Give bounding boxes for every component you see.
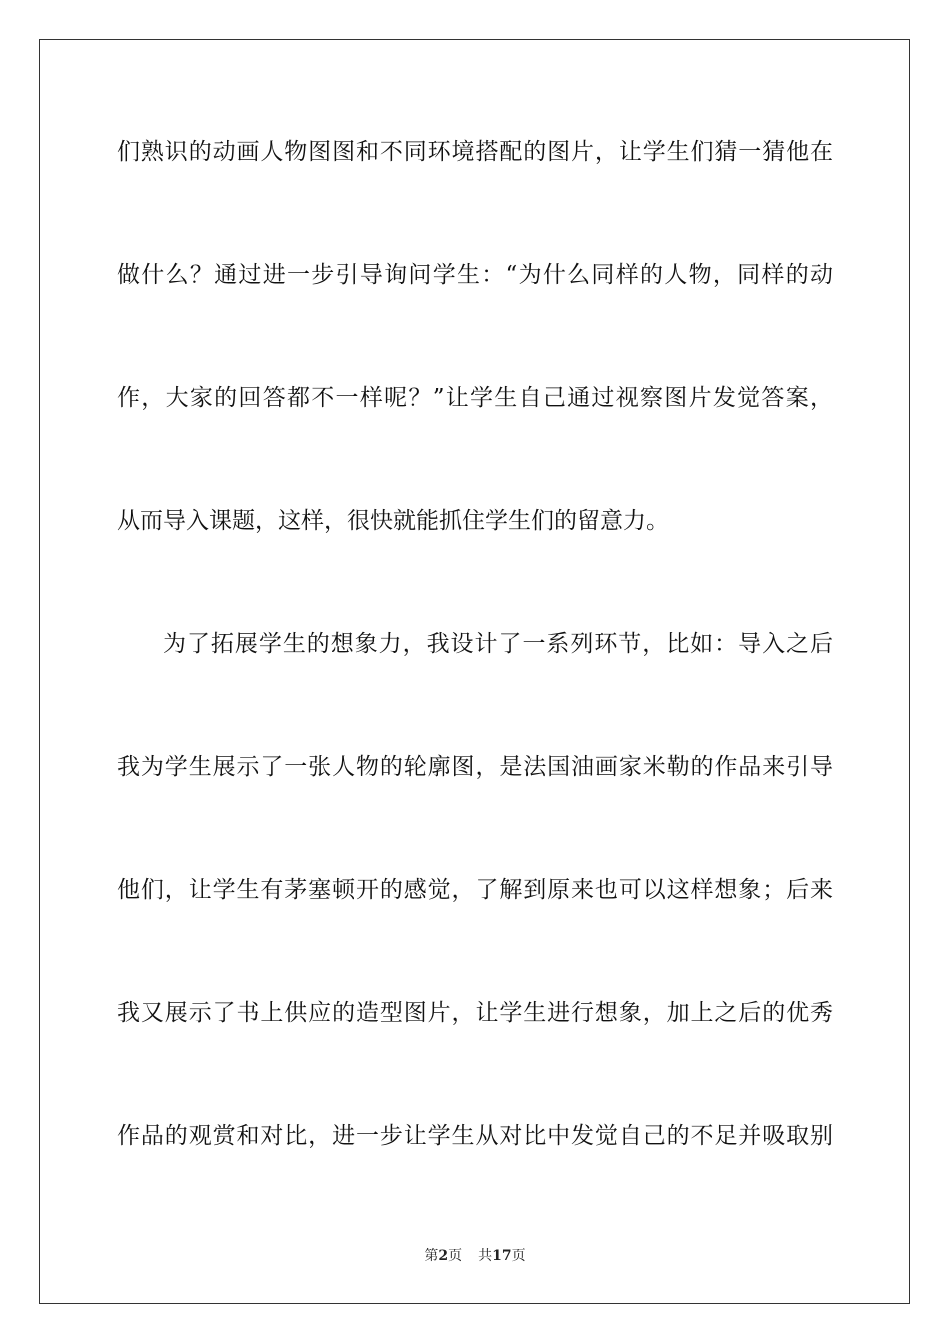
text-line: 们熟识的动画人物图图和不同环境搭配的图片，让学生们猜一猜他在 — [117, 139, 833, 165]
page-footer — [0, 1247, 950, 1265]
text-line: 从而导入课题，这样，很快就能抓住学生们的留意力。 — [117, 508, 669, 534]
text-line: 做什么？通过进一步引导询问学生：“为什么同样的人物，同样的动 — [117, 262, 833, 288]
text-line: 他们，让学生有茅塞顿开的感觉，了解到原来也可以这样想象；后来 — [117, 877, 833, 903]
total-prefix: 共 — [478, 1248, 493, 1264]
page-frame — [39, 39, 910, 1304]
text-line: 作品的观赏和对比，进一步让学生从对比中发觉自己的不足并吸取别 — [117, 1123, 833, 1149]
total-pages: 17 — [492, 1248, 512, 1264]
page-prefix: 第 — [424, 1248, 439, 1264]
page-number: 2 — [438, 1248, 449, 1264]
text-line: 我为学生展示了一张人物的轮廓图，是法国油画家米勒的作品来引导 — [117, 754, 833, 780]
page-suffix: 页 — [448, 1248, 463, 1264]
total-suffix: 页 — [511, 1248, 526, 1264]
paragraph-first-line: 为了拓展学生的想象力，我设计了一系列环节，比如：导入之后 — [163, 631, 833, 657]
text-line: 作，大家的回答都不一样呢？”让学生自己通过视察图片发觉答案， — [117, 385, 833, 411]
text-line: 我又展示了书上供应的造型图片，让学生进行想象，加上之后的优秀 — [117, 1000, 833, 1026]
